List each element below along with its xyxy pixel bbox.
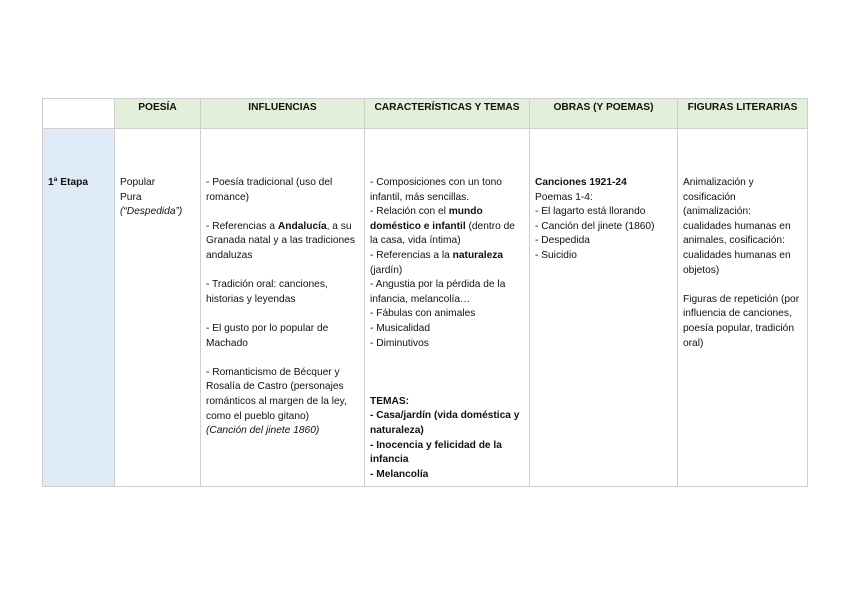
poesia-line: Pura [120,191,142,203]
obras-subtitle: Poemas 1-4: [535,191,593,203]
header-poesia: POESÍA [115,99,201,129]
caracteristica-item: - Musicalidad [370,322,431,334]
caracteristica-highlight: mundo doméstico e infantil [370,206,483,232]
caracteristica-item: - Composiciones con un tono infantil, más sencillas. [370,177,502,203]
caracteristicas-cell [365,129,530,487]
influencia-item: - Referencias a Andalucía, a su Granada natal y a las tradiciones andaluzas [206,220,355,261]
obra-item: - Despedida [535,235,590,247]
caracteristica-highlight: naturaleza [452,249,504,261]
influencia-item: - Romanticismo de Bécquer y Rosalía de Castro (personajes románticos al margen de la ley, como el pueblo gitano) [206,366,347,422]
influencia-item: - Poesía tradicional (uso del romance) [206,177,333,203]
table-row [43,129,808,487]
influencia-example: (Canción del jinete 1860) [206,425,320,437]
caracteristica-item: - Relación con el mundo doméstico e infantil (dentro de la casa, vida íntima) [370,206,515,247]
poesia-example: (“Despedida”) [120,206,183,218]
header-figuras: FIGURAS LITERARIAS [678,99,808,129]
header-caracteristicas: CARACTERÍSTICAS Y TEMAS [365,99,530,129]
figuras-cell [678,129,808,487]
influencia-item: - Tradición oral: canciones, historias y leyendas [206,279,328,305]
stage-cell [43,129,115,487]
caracteristica-item: - Angustia por la pérdida de la infancia, melancolía… [370,279,506,305]
header-obras: OBRAS (Y POEMAS) [530,99,678,129]
literature-table [42,98,808,487]
obras-title: Canciones 1921-24 [535,177,627,188]
stage-label: 1ª Etapa [48,177,89,188]
temas-title: TEMAS: [370,395,410,407]
header-row [43,99,808,129]
figura-item: Figuras de repetición (por influencia de canciones, poesía popular, tradición oral) [683,293,800,349]
influencias-cell [201,129,365,487]
figura-item: Animalización y cosificación (animalización: cualidades humanas en animales, cosificación: cualidades humanas en objetos) [683,177,791,276]
header-blank [43,99,115,129]
caracteristica-item: - Referencias a la naturaleza (jardín) [370,249,504,276]
caracteristica-item: - Fábulas con animales [370,308,476,320]
influencia-item: - El gusto por lo popular de Machado [206,322,329,349]
poesia-line: Popular [120,177,156,188]
tema-item: - Inocencia y felicidad de la infancia [370,439,502,466]
obra-item: - El lagarto está llorando [535,206,646,218]
header-influencias: INFLUENCIAS [201,99,365,129]
obra-item: - Canción del jinete (1860) [535,220,655,232]
obra-item: - Suicidio [535,249,577,261]
obras-cell [530,129,678,487]
tema-item: - Casa/jardín (vida doméstica y naturaleza) [370,410,520,436]
influencia-highlight: Andalucía [277,220,327,232]
tema-item: - Melancolía [370,468,429,480]
caracteristica-item: - Diminutivos [370,337,429,349]
poesia-cell [115,129,201,487]
